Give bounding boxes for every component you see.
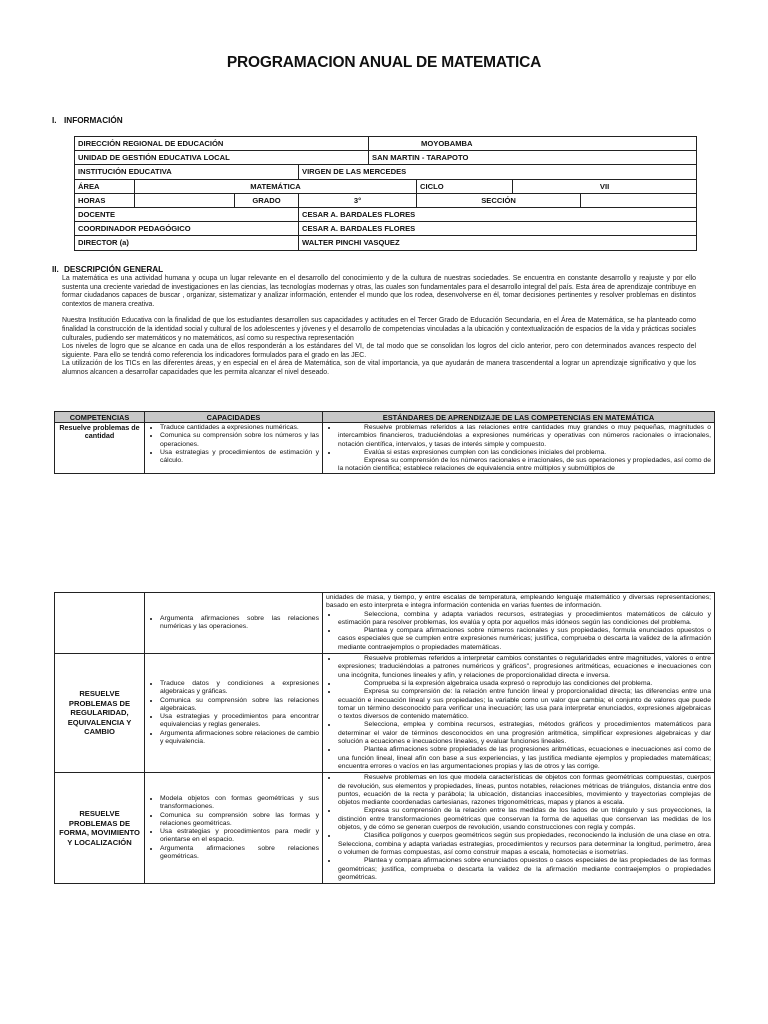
- info-label: COORDINADOR PEDAGÓGICO: [75, 222, 299, 236]
- competency-name-empty: [55, 593, 145, 654]
- info-value: CESAR A. BARDALES FLORES: [299, 222, 697, 236]
- info-label: DIRECCIÓN REGIONAL DE EDUCACIÓN: [75, 137, 369, 151]
- header-estandares: ESTÁNDARES DE APRENDIZAJE DE LAS COMPETENCIAS EN MATEMÁTICA: [323, 412, 715, 423]
- info-label: GRADO: [235, 193, 299, 207]
- info-value-empty: [135, 193, 235, 207]
- list-item: • Resuelve problemas referidos a interpretar cambios constantes o regularidades entre magnitudes, valores o entre expresiones; traduciéndolas a patrones numéricos y gráficos", progresiones aritméticas, ecuaciones e inecuaciones con una incógnita, funciones lineales y afín, y relaciones de proporcionalidad directa e inversa.: [338, 655, 711, 680]
- info-label: HORAS: [75, 193, 135, 207]
- header-capacidades: CAPACIDADES: [145, 412, 323, 423]
- list-item: • Comprueba si la expresión algebraica usada expresó o reprodujo las condiciones del problema.: [338, 680, 711, 688]
- list-item: • Usa estrategias y procedimientos para medir y orientarse en el espacio.: [160, 828, 319, 845]
- info-value: CESAR A. BARDALES FLORES: [299, 207, 697, 221]
- list-item: • Traduce datos y condiciones a expresiones algebraicas y gráficas.: [160, 680, 319, 697]
- info-table: [74, 136, 697, 251]
- document-page-1: [0, 0, 768, 500]
- list-item: • Usa estrategias y procedimientos para encontrar equivalencias y reglas generales.: [160, 713, 319, 730]
- competency-name: RESUELVE PROBLEMAS DE FORMA, MOVIMIENTO Y LOCALIZACIÓN: [55, 773, 145, 884]
- info-label: UNIDAD DE GESTIÓN EDUCATIVA LOCAL: [75, 151, 369, 165]
- list-item: • Expresa su comprensión de: la relación entre función lineal y proporcionalidad directa; las diferencias entre una ecuación e inecuación lineal y sus propiedades; la variable como un valor que cambia; el conjunto de valores que puede tomar un término desconocido para verificar una inecuación; las usa para interpretar enunciados, expresiones algebraicas o textos diversos de contenido matemático.: [338, 688, 711, 721]
- info-value: VIRGEN DE LAS MERCEDES: [299, 165, 697, 179]
- list-item: • Comunica su comprensión sobre las formas y relaciones geométricas.: [160, 812, 319, 829]
- info-value: MATEMÁTICA: [135, 179, 417, 193]
- list-item: • Argumenta afirmaciones sobre relaciones geométricas.: [160, 845, 319, 862]
- info-row-docente: [75, 207, 697, 221]
- standards-cell: [323, 593, 715, 654]
- info-row-area: [75, 179, 697, 193]
- info-label: CICLO: [417, 179, 513, 193]
- info-value: 3°: [299, 193, 417, 207]
- info-value: VII: [513, 179, 697, 193]
- capacities-cell: [145, 593, 323, 654]
- description-paragraph: Nuestra Institución Educativa con la finalidad de que los estudiantes desarrollen sus capacidades y actitudes en el Tercer Grado de Educación Secundaria, en el Área de Matemática, se ha planteado como finalidad la construcción de la identidad social y cultural de los adolescentes y jóvenes y el desarrollo de competencias vinculadas a la ubicación y contextualización de espacios de la vida y prácticas sociales culturales, pudiendo ser matemáticos y no matemáticos, así como su respectiva representación: [62, 317, 696, 342]
- info-row-dre: [75, 137, 697, 151]
- list-item: • Resuelve problemas en los que modela características de objetos con formas geométricas compuestas, cuerpos de revolución, sus elementos y propiedades, líneas, puntos notables, relaciones métricas de triángulos, distancia entre dos puntos, ecuación de la recta y parábola; la ubicación, distancias inaccesibles, movimiento y trayectorias complejas de objetos mediante coordenadas cartesianas, razones trigonométricas, mapas y planos a escala.: [338, 774, 711, 807]
- table-row: [55, 593, 715, 654]
- info-value-empty: [581, 193, 697, 207]
- description-text: [62, 275, 696, 378]
- table-row: [55, 773, 715, 884]
- info-value: SAN MARTIN - TARAPOTO: [369, 151, 697, 165]
- section-2-heading: II. DESCRIPCIÓN GENERAL: [52, 265, 164, 274]
- info-row-ie: [75, 165, 697, 179]
- list-item: • Usa estrategias y procedimientos de estimación y cálculo.: [160, 449, 319, 466]
- info-row-director: [75, 236, 697, 250]
- standards-cell: [323, 654, 715, 773]
- table-row: [55, 423, 715, 474]
- capacities-cell: [145, 654, 323, 773]
- list-item: • Selecciona, combina y adapta variados recursos, estrategias y procedimientos matemáticos de cálculo y estimación para resolver problemas, los evalúa y opta por aquellos más idóneos según las condiciones del problema.: [338, 611, 711, 628]
- list-item: • Resuelve problemas referidos a las relaciones entre cantidades muy grandes o muy pequeñas, magnitudes o intercambios financieros, traduciéndolas a expresiones numéricas y operativas con números racionales o irracionales, notación científica, intervalos, y tasas de interés simple y compuesto.: [338, 424, 711, 449]
- info-label: ÁREA: [75, 179, 135, 193]
- list-item: • Comunica su comprensión sobre las relaciones algebraicas.: [160, 697, 319, 714]
- description-paragraph: Los niveles de logro que se alcance en cada una de ellos responderán a los estándares del VI, de tal modo que se consolidan los logros del ciclo anterior, pero con determinados avances respecto del siguiente. Para ello se tendrá como referencia los indicadores formulados para el grado en las JEC.: [62, 343, 696, 359]
- capacities-cell: [145, 773, 323, 884]
- page-title: PROGRAMACION ANUAL DE MATEMATICA: [226, 54, 542, 71]
- standards-cell: [323, 423, 715, 474]
- header-competencias: COMPETENCIAS: [55, 412, 145, 423]
- list-item: • Traduce cantidades a expresiones numéricas.: [160, 424, 319, 432]
- info-label: DOCENTE: [75, 207, 299, 221]
- info-label: DIRECTOR (a): [75, 236, 299, 250]
- competencies-table-p2: [54, 592, 715, 884]
- table-header-row: [55, 412, 715, 423]
- list-item: • Modela objetos con formas geométricas y sus transformaciones.: [160, 795, 319, 812]
- info-label: INSTITUCIÓN EDUCATIVA: [75, 165, 299, 179]
- info-value: WALTER PINCHI VASQUEZ: [299, 236, 697, 250]
- table-row: [55, 654, 715, 773]
- description-paragraph: La matemática es una actividad humana y ocupa un lugar relevante en el desarrollo del conocimiento y de la cultura de nuestras sociedades. Se encuentra en constante desarrollo y reajuste y por ello sustenta una creciente variedad de investigaciones en las ciencias, las tecnologías modernas y otras, las cuales son fundamentales para el desarrollo integral del país. Esta área de aprendizaje contribuye en formar ciudadanos capaces de buscar , organizar, sistematizar y analizar información, entender el mundo que los rodea, desenvolverse en él, tomar decisiones pertinentes y resolver problemas en distintos contextos de manera creativa.: [62, 275, 696, 308]
- list-item: • Comunica su comprensión sobre los números y las operaciones.: [160, 432, 319, 449]
- competency-name: Resuelve problemas de cantidad: [55, 423, 145, 474]
- list-item: • Expresa su comprensión de la relación entre las medidas de los lados de un triángulo y sus proyecciones, la distinción entre transformaciones geométricas que conservan la forma de aquellas que conservan las medidas de los objetos, y de cómo se generan cuerpos de revolución, usando construcciones con regla y compás.: [338, 807, 711, 832]
- info-label: SECCIÓN: [417, 193, 581, 207]
- standards-cell: [323, 773, 715, 884]
- standards-lead-text: unidades de masa, y tiempo, y entre escalas de temperatura, empleando lenguaje matemático y diversas representaciones; basado en esto interpreta e integra información contenida en varias fuentes de información.: [326, 594, 711, 610]
- description-paragraph: La utilización de los TICs en las diferentes áreas, y en especial en el área de Matemática, son de vital importancia, ya que ayudarán de manera trascendental a lograr un aprendizaje significativo y que los alumnos alcancen a desarrollar capacidades que les permita alcanzar el nivel deseado.: [62, 360, 696, 376]
- list-item: • Argumenta afirmaciones sobre las relaciones numéricas y las operaciones.: [160, 615, 319, 632]
- list-item: • Evalúa si estas expresiones cumplen con las condiciones iniciales del problema.: [338, 449, 711, 457]
- info-row-ugel: [75, 151, 697, 165]
- list-item: • Plantea afirmaciones sobre propiedades de las progresiones aritméticas, ecuaciones e inecuaciones así como de una función lineal, lineal afín con base a sus experiencias, y las justifica mediante ejemplos y propiedades matemáticas; encuentra errores o vacíos en las argumentaciones propias y las de otros y las corrige.: [338, 746, 711, 771]
- document-page-2: [0, 592, 768, 1024]
- list-item: • Plantea y compara afirmaciones sobre números racionales y sus propiedades, formula enunciados opuestos o casos especiales que se cumplen entre expresiones numéricas; justifica, comprueba o descarta la validez de la afirmación mediante contraejemplos o propiedades matemáticas.: [338, 627, 711, 652]
- list-item: • Plantea y compara afirmaciones sobre enunciados opuestos o casos especiales de las propiedades de las formas geométricas; justifica, comprueba o descarta la validez de la afirmación mediante contraejemplos o propiedades geométricas.: [338, 857, 711, 882]
- competencies-table-p1: [54, 411, 715, 474]
- section-1-heading: I. INFORMACIÓN: [52, 116, 123, 125]
- capacities-cell: [145, 423, 323, 474]
- list-item: • Clasifica polígonos y cuerpos geométricos según sus propiedades, reconociendo la inclusión de una clase en otra. Selecciona, combina y adapta variadas estrategias, procedimientos y recursos para determinar la longitud, perímetro, área o volumen de formas compuestas, así como construir mapas a escala, homotecias e isometrías.: [338, 832, 711, 857]
- page-gap: [0, 500, 768, 592]
- competency-name: RESUELVE PROBLEMAS DE REGULARIDAD, EQUIVALENCIA Y CAMBIO: [55, 654, 145, 773]
- list-item: • Expresa su comprensión de los números racionales e irracionales, de sus operaciones y propiedades, así como de la notación científica; establece relaciones de equivalencia entre múltiplos y submúltiplos de: [338, 457, 711, 473]
- list-item: • Selecciona, emplea y combina recursos, estrategias, métodos gráficos y procedimientos matemáticos para determinar el valor de términos desconocidos en una progresión aritmética, simplificar expresiones algebraicas y dar solución a ecuaciones e inecuaciones lineales, y evaluar funciones lineales.: [338, 721, 711, 746]
- info-value: MOYOBAMBA: [369, 137, 697, 151]
- info-row-coordinador: [75, 222, 697, 236]
- info-row-horas: [75, 193, 697, 207]
- list-item: • Argumenta afirmaciones sobre relaciones de cambio y equivalencia.: [160, 730, 319, 747]
